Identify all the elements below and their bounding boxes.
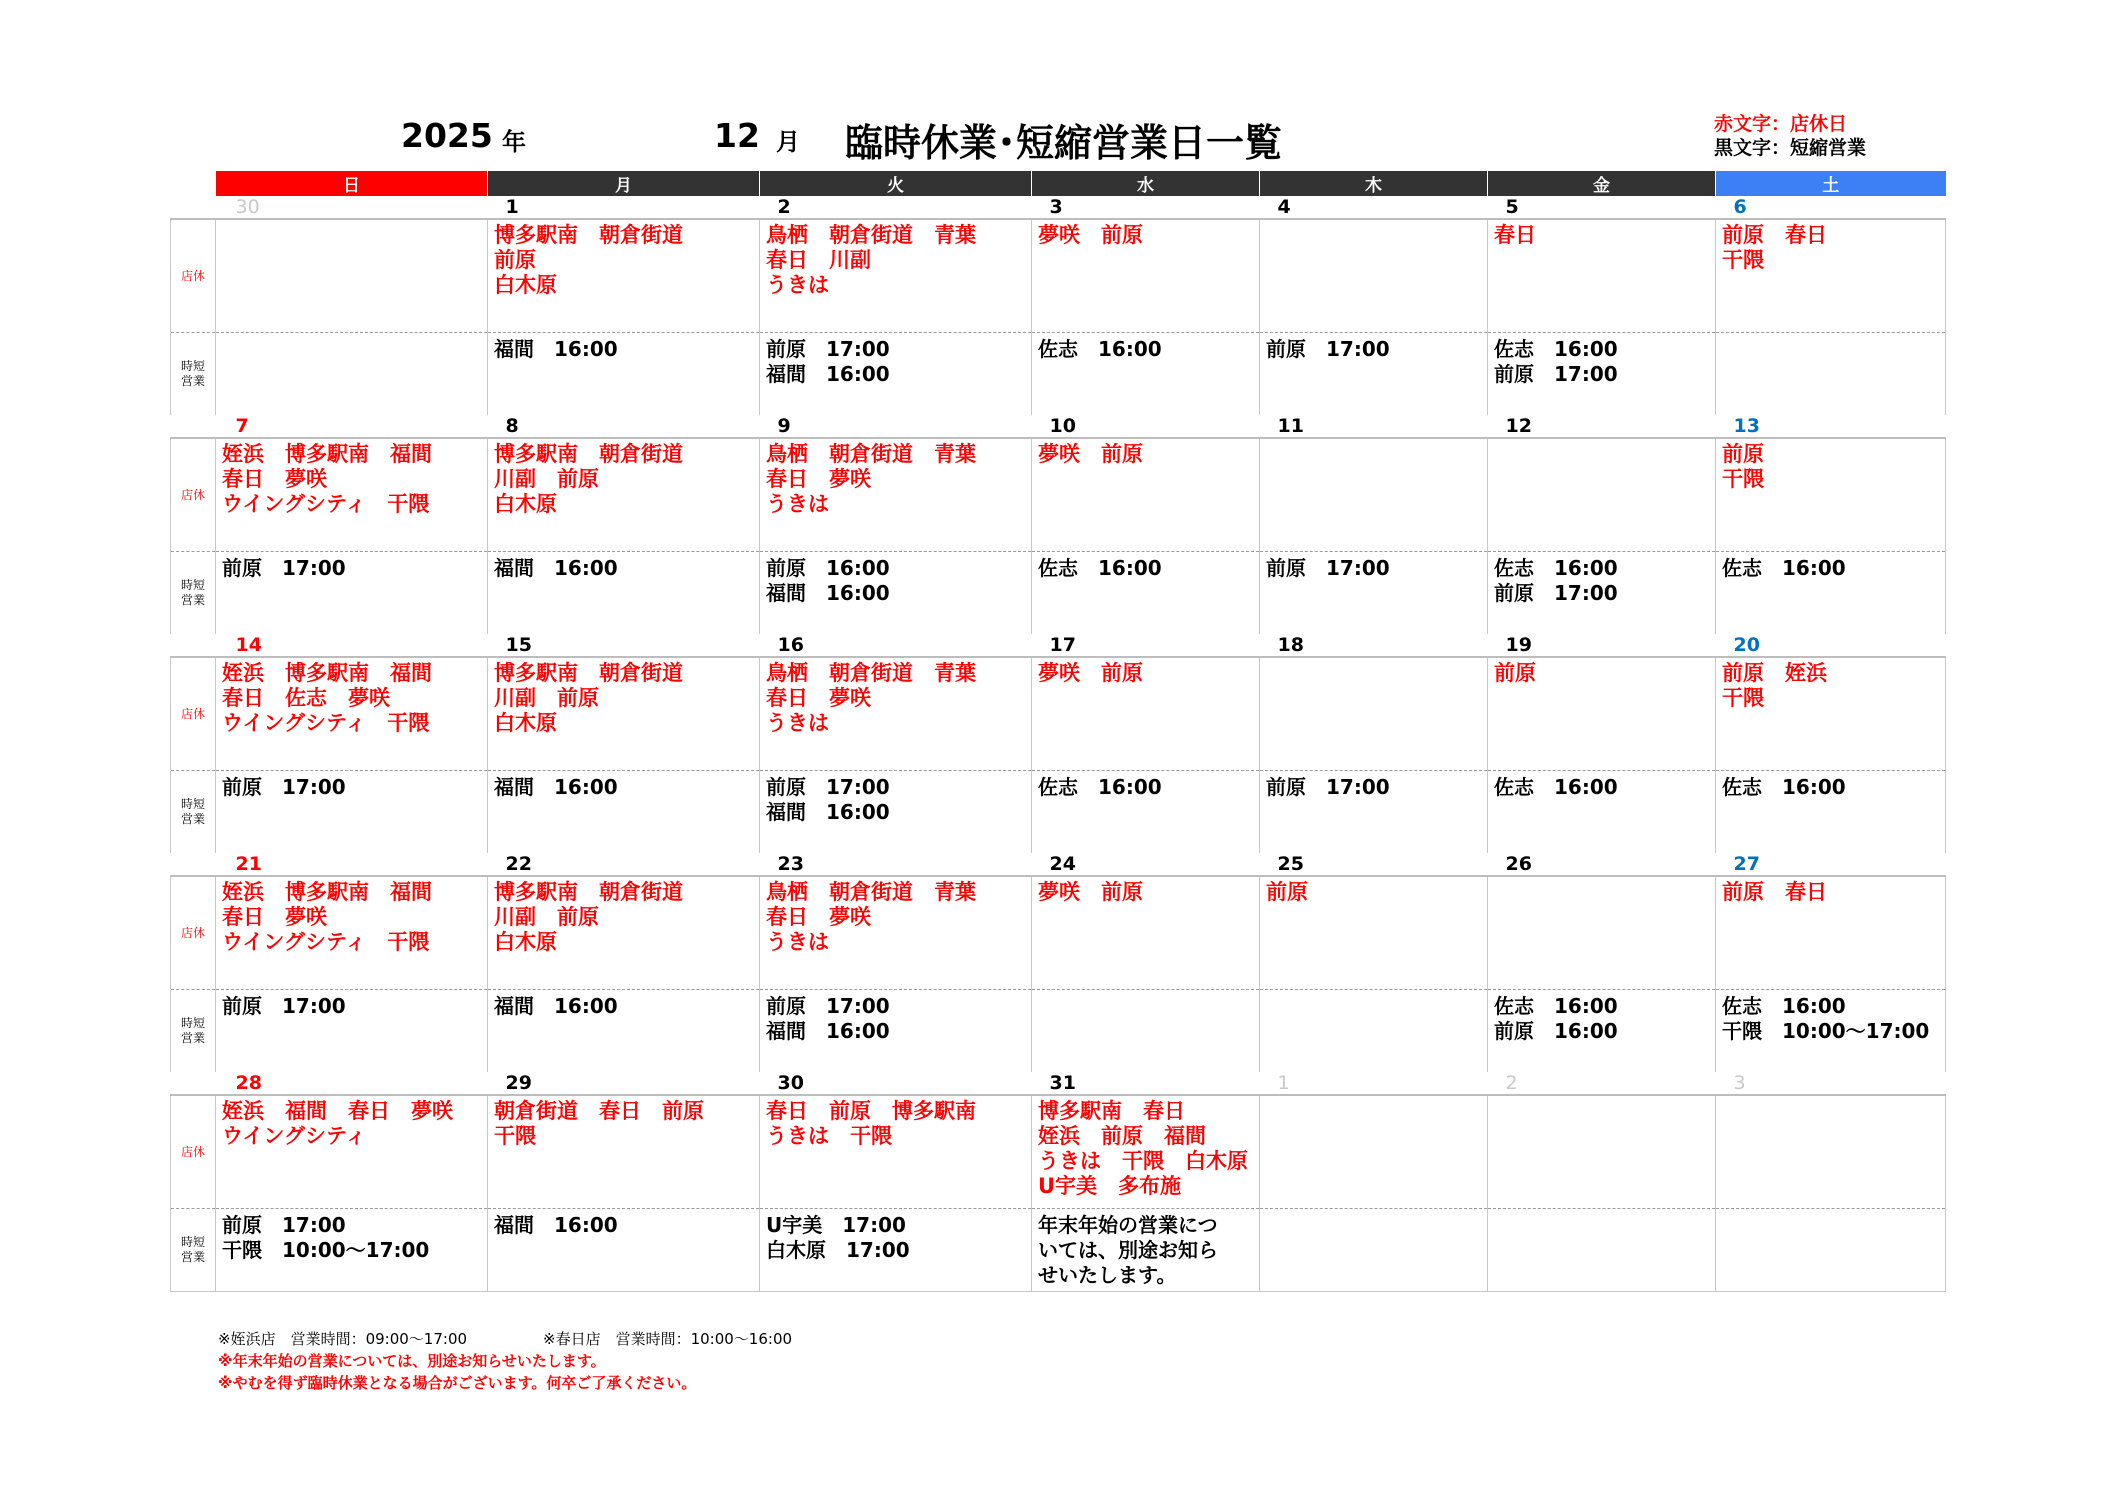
day-number: 26 <box>1505 853 1532 875</box>
short-hours-cell <box>1488 1209 1716 1292</box>
short-hours-cell <box>1032 990 1260 1073</box>
short-label-line2: 営業 <box>180 1031 205 1045</box>
short-hours-stores: 福間 16:00 <box>494 1213 618 1237</box>
date-row <box>171 196 1946 219</box>
short-hours-stores <box>1716 1209 1945 1213</box>
closed-cell <box>760 219 1032 333</box>
closed-cell <box>1032 219 1260 333</box>
closed-stores: 博多駅南 春日 姪浜 前原 福間 うきは 干隈 白木原 U宇美 多布施 <box>1038 1099 1248 1198</box>
closed-stores: 前原 <box>1266 880 1308 904</box>
date-row-spacer <box>171 1072 216 1095</box>
closed-cell <box>1260 438 1488 552</box>
closed-cell <box>760 876 1032 990</box>
closed-cell <box>1716 438 1946 552</box>
short-hours-cell <box>1032 552 1260 635</box>
short-hours-cell <box>760 1209 1032 1292</box>
day-number: 16 <box>777 634 804 656</box>
day-number: 6 <box>1733 196 1747 218</box>
weekday-1: 月 <box>488 171 760 196</box>
short-row-label <box>171 771 216 854</box>
day-number: 22 <box>505 853 532 875</box>
short-hours-cell <box>760 552 1032 635</box>
date-row <box>171 1072 1946 1095</box>
short-hours-cell <box>488 771 760 854</box>
short-label-line2: 営業 <box>180 812 205 826</box>
closed-stores: 夢咲 前原 <box>1038 880 1143 904</box>
legend-red: 赤文字：店休日 <box>1714 113 1848 135</box>
weekday-5: 金 <box>1488 171 1716 196</box>
weekday-6: 土 <box>1716 171 1946 196</box>
closed-stores: 博多駅南 朝倉街道 前原 白木原 <box>494 223 683 297</box>
closed-stores: 夢咲 前原 <box>1038 661 1143 685</box>
short-hours-cell <box>1488 552 1716 635</box>
short-hours-cell <box>1716 1209 1946 1292</box>
closed-stores <box>1716 1096 1945 1099</box>
day-number: 4 <box>1277 196 1291 218</box>
short-hours-stores: 佐志 16:00 <box>1722 775 1846 799</box>
short-hours-stores <box>1260 1209 1487 1213</box>
closed-cell <box>1716 657 1946 771</box>
day-number: 30 <box>777 1072 804 1094</box>
short-hours-cell <box>488 1209 760 1292</box>
short-hours-stores <box>1260 990 1487 994</box>
closed-cell <box>216 219 488 333</box>
weekday-3: 水 <box>1032 171 1260 196</box>
closed-stores: 夢咲 前原 <box>1038 442 1143 466</box>
legend <box>1714 112 1866 160</box>
date-row <box>171 853 1946 876</box>
closed-stores: 夢咲 前原 <box>1038 223 1143 247</box>
short-row-label <box>171 333 216 416</box>
closed-row-label: 店休 <box>171 219 216 333</box>
day-number: 17 <box>1049 634 1076 656</box>
closed-cell <box>216 438 488 552</box>
date-row-spacer <box>171 634 216 657</box>
short-label-line1: 時短 <box>180 797 205 811</box>
short-hours-cell <box>1716 333 1946 416</box>
day-number: 25 <box>1277 853 1304 875</box>
closed-row-label: 店休 <box>171 1095 216 1209</box>
short-hours-cell <box>488 333 760 416</box>
year-unit: 年 <box>502 128 526 156</box>
closed-stores <box>1260 220 1487 223</box>
calendar <box>170 171 1945 1292</box>
closed-stores <box>1488 1096 1715 1099</box>
short-hours-cell <box>216 990 488 1073</box>
short-hours-stores: 前原 17:00 <box>1266 556 1390 580</box>
year-value: 2025 <box>401 116 493 155</box>
short-label-line1: 時短 <box>180 1016 205 1030</box>
closed-cell <box>1260 1095 1488 1209</box>
short-hours-cell <box>1488 990 1716 1073</box>
note-hours-meinohama: ※姪浜店 営業時間：09:00～17:00 <box>218 1330 468 1348</box>
closed-stores: 前原 春日 <box>1722 880 1827 904</box>
weekday-2: 火 <box>760 171 1032 196</box>
closed-stores: 朝倉街道 春日 前原 干隈 <box>494 1099 704 1148</box>
closed-cell <box>216 876 488 990</box>
closed-cell <box>488 438 760 552</box>
short-hours-stores: U宇美 17:00 白木原 17:00 <box>766 1213 910 1262</box>
short-hours-stores <box>1032 990 1259 994</box>
day-number: 8 <box>505 415 519 437</box>
closed-stores: 姪浜 福間 春日 夢咲 ウイングシティ <box>222 1099 453 1148</box>
closed-stores: 姪浜 博多駅南 福間 春日 佐志 夢咲 ウイングシティ 干隈 <box>222 661 432 735</box>
short-hours-stores: 佐志 16:00 前原 17:00 <box>1494 337 1618 386</box>
short-hours-cell <box>488 552 760 635</box>
short-hours-cell <box>216 333 488 416</box>
closed-stores: 前原 <box>1494 661 1536 685</box>
short-hours-cell <box>1032 771 1260 854</box>
short-hours-stores: 佐志 16:00 <box>1038 556 1162 580</box>
short-hours-cell <box>216 771 488 854</box>
closed-cell <box>1488 438 1716 552</box>
short-label-line2: 営業 <box>180 374 205 388</box>
short-hours-cell <box>1260 990 1488 1073</box>
short-label-line2: 営業 <box>180 1250 205 1264</box>
day-number: 21 <box>235 853 262 875</box>
day-number: 1 <box>1277 1072 1290 1094</box>
short-hours-cell <box>1716 771 1946 854</box>
legend-black: 黒文字：短縮営業 <box>1714 137 1867 159</box>
short-hours-cell <box>1260 771 1488 854</box>
day-number: 19 <box>1505 634 1532 656</box>
short-hours-stores: 福間 16:00 <box>494 556 618 580</box>
short-row-label <box>171 1209 216 1292</box>
closed-cell <box>1716 876 1946 990</box>
closed-cell <box>1260 876 1488 990</box>
closed-stores: 博多駅南 朝倉街道 川副 前原 白木原 <box>494 880 683 954</box>
short-hours-stores: 前原 17:00 <box>222 556 346 580</box>
short-hours-row <box>171 552 1946 635</box>
short-hours-cell <box>1488 333 1716 416</box>
closed-stores: 前原 春日 干隈 <box>1722 223 1827 272</box>
short-hours-stores: 年末年始の営業につ いては、別途お知ら せいたします。 <box>1038 1213 1218 1287</box>
closed-stores: 鳥栖 朝倉街道 青葉 春日 川副 うきは <box>766 223 976 297</box>
short-hours-cell <box>760 990 1032 1073</box>
day-number: 23 <box>777 853 804 875</box>
short-hours-stores: 佐志 16:00 <box>1038 775 1162 799</box>
closed-stores: 博多駅南 朝倉街道 川副 前原 白木原 <box>494 661 683 735</box>
weekday-header <box>171 171 1946 196</box>
short-label-line1: 時短 <box>180 578 205 592</box>
day-number: 1 <box>505 196 519 218</box>
day-number: 5 <box>1505 196 1519 218</box>
closed-row <box>171 438 1946 552</box>
short-hours-stores <box>1716 333 1945 337</box>
closed-cell <box>1488 219 1716 333</box>
day-number: 3 <box>1049 196 1063 218</box>
day-number: 31 <box>1049 1072 1076 1094</box>
closed-stores: 姪浜 博多駅南 福間 春日 夢咲 ウイングシティ 干隈 <box>222 880 432 954</box>
short-hours-stores: 福間 16:00 <box>494 775 618 799</box>
closed-stores: 前原 干隈 <box>1722 442 1764 491</box>
closed-row <box>171 657 1946 771</box>
closed-stores <box>1260 439 1487 442</box>
day-number: 10 <box>1049 415 1076 437</box>
short-hours-stores: 佐志 16:00 干隈 10:00～17:00 <box>1722 994 1930 1043</box>
closed-cell <box>216 657 488 771</box>
short-hours-stores: 前原 17:00 <box>222 775 346 799</box>
month-unit: 月 <box>776 128 800 156</box>
closed-stores: 春日 <box>1494 223 1536 247</box>
closed-row-label: 店休 <box>171 438 216 552</box>
closed-cell <box>1260 219 1488 333</box>
short-hours-cell <box>1716 552 1946 635</box>
day-number: 2 <box>777 196 791 218</box>
day-number: 7 <box>235 415 249 437</box>
short-hours-cell <box>760 333 1032 416</box>
short-label-line2: 営業 <box>180 593 205 607</box>
short-hours-cell <box>1032 333 1260 416</box>
page-title: 臨時休業･短縮営業日一覧 <box>845 121 1283 165</box>
day-number: 28 <box>235 1072 262 1094</box>
short-hours-stores: 前原 17:00 福間 16:00 <box>766 775 890 824</box>
date-row-spacer <box>171 415 216 438</box>
closed-cell <box>488 657 760 771</box>
short-hours-stores: 前原 17:00 <box>222 994 346 1018</box>
date-row <box>171 415 1946 438</box>
day-number: 27 <box>1733 853 1760 875</box>
note-new-year: ※年末年始の営業については、別途お知らせいたします。 <box>218 1352 606 1370</box>
closed-cell <box>1488 1095 1716 1209</box>
short-hours-cell <box>1716 990 1946 1073</box>
closed-stores <box>1260 658 1487 661</box>
short-hours-stores: 前原 17:00 福間 16:00 <box>766 337 890 386</box>
closed-row-label: 店休 <box>171 657 216 771</box>
day-number: 30 <box>235 196 260 218</box>
closed-stores: 鳥栖 朝倉街道 青葉 春日 夢咲 うきは <box>766 880 976 954</box>
short-hours-stores: 前原 17:00 干隈 10:00～17:00 <box>222 1213 430 1262</box>
short-hours-row <box>171 771 1946 854</box>
day-number: 13 <box>1733 415 1760 437</box>
closed-cell <box>1032 876 1260 990</box>
short-hours-cell <box>488 990 760 1073</box>
short-hours-stores <box>1488 1209 1715 1213</box>
short-hours-stores: 佐志 16:00 前原 17:00 <box>1494 556 1618 605</box>
closed-cell <box>1032 1095 1260 1209</box>
short-hours-stores <box>216 333 487 337</box>
short-hours-cell <box>1488 771 1716 854</box>
short-hours-stores: 佐志 16:00 前原 16:00 <box>1494 994 1618 1043</box>
calendar-table <box>170 171 1946 1292</box>
date-row-spacer <box>171 853 216 876</box>
closed-cell <box>1716 219 1946 333</box>
day-number: 9 <box>777 415 791 437</box>
closed-cell <box>1488 657 1716 771</box>
closed-stores <box>1260 1096 1487 1099</box>
closed-stores <box>1488 877 1715 880</box>
closed-row-label: 店休 <box>171 876 216 990</box>
short-hours-cell <box>1032 1209 1260 1292</box>
closed-row <box>171 876 1946 990</box>
short-hours-stores: 前原 16:00 福間 16:00 <box>766 556 890 605</box>
notes <box>218 1328 792 1394</box>
short-row-label <box>171 552 216 635</box>
date-row-spacer <box>171 196 216 219</box>
day-number: 3 <box>1733 1072 1746 1094</box>
closed-row <box>171 219 1946 333</box>
closed-cell <box>216 1095 488 1209</box>
closed-stores: 春日 前原 博多駅南 うきは 干隈 <box>766 1099 976 1148</box>
note-hours-kasuga: ※春日店 営業時間：10:00～16:00 <box>543 1330 793 1348</box>
short-hours-stores: 前原 17:00 <box>1266 775 1390 799</box>
short-hours-cell <box>216 552 488 635</box>
closed-cell <box>488 1095 760 1209</box>
date-row <box>171 634 1946 657</box>
short-hours-stores: 福間 16:00 <box>494 337 618 361</box>
short-hours-cell <box>1260 552 1488 635</box>
closed-cell <box>488 219 760 333</box>
closed-cell <box>1716 1095 1946 1209</box>
header-spacer <box>171 171 216 196</box>
short-hours-cell <box>1260 1209 1488 1292</box>
day-number: 29 <box>505 1072 532 1094</box>
day-number: 2 <box>1505 1072 1518 1094</box>
day-number: 18 <box>1277 634 1304 656</box>
closed-row <box>171 1095 1946 1209</box>
short-hours-row <box>171 333 1946 416</box>
closed-cell <box>1488 876 1716 990</box>
closed-stores <box>216 220 487 223</box>
hours-notes <box>218 1328 792 1350</box>
day-number: 14 <box>235 634 262 656</box>
note-temporary-closure: ※やむを得ず臨時休業となる場合がございます。何卒ご了承ください。 <box>218 1374 697 1392</box>
closed-cell <box>760 1095 1032 1209</box>
closed-cell <box>1260 657 1488 771</box>
short-row-label <box>171 990 216 1073</box>
short-hours-cell <box>1260 333 1488 416</box>
day-number: 24 <box>1049 853 1076 875</box>
closed-cell <box>760 438 1032 552</box>
weekday-0: 日 <box>216 171 488 196</box>
short-hours-stores: 福間 16:00 <box>494 994 618 1018</box>
day-number: 12 <box>1505 415 1532 437</box>
closed-stores: 博多駅南 朝倉街道 川副 前原 白木原 <box>494 442 683 516</box>
short-hours-stores: 佐志 16:00 <box>1722 556 1846 580</box>
weekday-4: 木 <box>1260 171 1488 196</box>
day-number: 20 <box>1733 634 1760 656</box>
closed-stores: 前原 姪浜 干隈 <box>1722 661 1827 710</box>
short-hours-stores: 佐志 16:00 <box>1494 775 1618 799</box>
short-hours-stores: 佐志 16:00 <box>1038 337 1162 361</box>
closed-stores: 姪浜 博多駅南 福間 春日 夢咲 ウイングシティ 干隈 <box>222 442 432 516</box>
closed-stores: 鳥栖 朝倉街道 青葉 春日 夢咲 うきは <box>766 442 976 516</box>
closed-cell <box>760 657 1032 771</box>
short-hours-cell <box>216 1209 488 1292</box>
closed-stores <box>1488 439 1715 442</box>
short-label-line1: 時短 <box>180 1235 205 1249</box>
closed-cell <box>1032 438 1260 552</box>
day-number: 15 <box>505 634 532 656</box>
short-label-line1: 時短 <box>180 359 205 373</box>
closed-cell <box>1032 657 1260 771</box>
day-number: 11 <box>1277 415 1304 437</box>
closed-cell <box>488 876 760 990</box>
short-hours-stores: 前原 17:00 福間 16:00 <box>766 994 890 1043</box>
month-value: 12 <box>714 116 760 155</box>
closed-stores: 鳥栖 朝倉街道 青葉 春日 夢咲 うきは <box>766 661 976 735</box>
short-hours-row <box>171 990 1946 1073</box>
short-hours-cell <box>760 771 1032 854</box>
short-hours-stores: 前原 17:00 <box>1266 337 1390 361</box>
short-hours-row <box>171 1209 1946 1292</box>
